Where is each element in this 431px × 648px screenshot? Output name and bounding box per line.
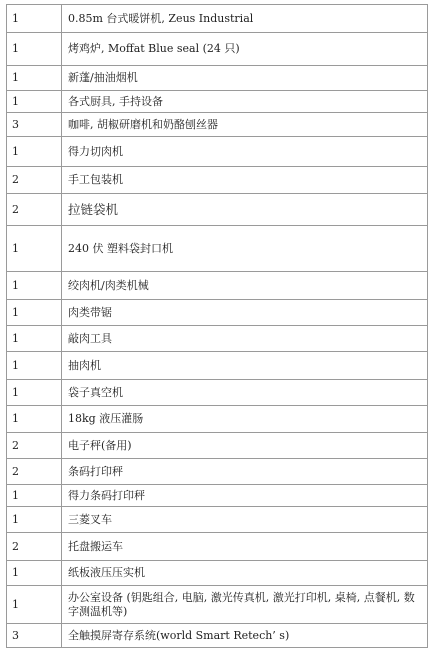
table-row [7,91,428,113]
table-row [7,561,428,586]
quantity-cell: 2 [7,459,62,485]
table-row [7,226,428,272]
quantity-cell: 1 [7,561,62,586]
quantity-cell: 2 [7,194,62,226]
item-name-cell: 袋子真空机 [62,380,428,406]
item-name-cell: 纸板液压压实机 [62,561,428,586]
table-row [7,167,428,194]
quantity-cell: 1 [7,91,62,113]
table-row [7,300,428,326]
table-row [7,586,428,624]
item-name-cell: 各式厨具, 手持设备 [62,91,428,113]
quantity-cell: 1 [7,485,62,507]
table-row [7,272,428,300]
item-name-cell: 得力条码打印秤 [62,485,428,507]
quantity-cell: 1 [7,66,62,91]
item-name-cell: 拉链袋机 [62,194,428,226]
quantity-cell: 1 [7,586,62,624]
item-name-cell: 托盘搬运车 [62,533,428,561]
table-row [7,33,428,66]
quantity-cell: 3 [7,624,62,648]
item-name-cell: 绞肉机/肉类机械 [62,272,428,300]
table-row [7,5,428,33]
quantity-cell: 2 [7,433,62,459]
table-row [7,194,428,226]
item-name-cell: 抽肉机 [62,352,428,380]
item-name-cell: 手工包装机 [62,167,428,194]
quantity-cell: 1 [7,352,62,380]
quantity-cell: 3 [7,113,62,137]
table-row [7,380,428,406]
item-name-cell: 条码打印秤 [62,459,428,485]
item-name-cell: 240 伏 塑料袋封口机 [62,226,428,272]
quantity-cell: 1 [7,5,62,33]
item-name-cell: 烤鸡炉, Moffat Blue seal (24 只) [62,33,428,66]
item-name-cell: 0.85m 台式暖饼机, Zeus Industrial [62,5,428,33]
item-name-cell: 得力切肉机 [62,137,428,167]
quantity-cell: 2 [7,167,62,194]
item-name-cell: 敲肉工具 [62,326,428,352]
quantity-cell: 1 [7,326,62,352]
quantity-cell: 1 [7,507,62,533]
item-name-cell: 三菱叉车 [62,507,428,533]
item-name-cell: 全触摸屏寄存系统(world Smart Retech’ s) [62,624,428,648]
table-row [7,137,428,167]
quantity-cell: 1 [7,226,62,272]
quantity-cell: 1 [7,272,62,300]
quantity-cell: 1 [7,300,62,326]
item-name-cell: 新蓬/抽油烟机 [62,66,428,91]
quantity-cell: 1 [7,137,62,167]
item-name-cell: 办公室设备 (钥匙组合, 电脑, 激光传真机, 激光打印机, 桌椅, 点餐机, 数字测温机等) [62,586,428,624]
table-row [7,326,428,352]
table-row [7,66,428,91]
quantity-cell: 1 [7,380,62,406]
item-name-cell: 18kg 液压灌肠 [62,406,428,433]
item-name-cell: 肉类带锯 [62,300,428,326]
table-row [7,485,428,507]
table-row [7,406,428,433]
table-row [7,113,428,137]
item-name-cell: 电子秤(备用) [62,433,428,459]
table-row [7,433,428,459]
item-name-cell: 咖啡, 胡椒研磨机和奶酪刨丝器 [62,113,428,137]
equipment-table [6,4,428,648]
quantity-cell: 1 [7,33,62,66]
table-row [7,459,428,485]
table-row [7,352,428,380]
quantity-cell: 1 [7,406,62,433]
quantity-cell: 2 [7,533,62,561]
table-row [7,624,428,648]
table-row [7,533,428,561]
table-row [7,507,428,533]
